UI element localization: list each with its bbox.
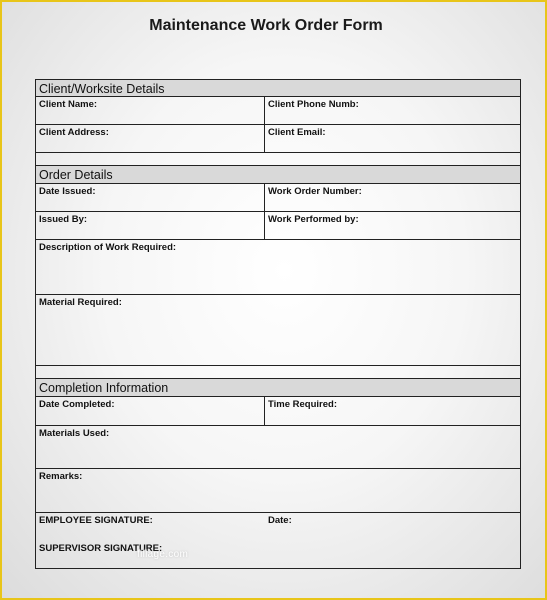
client-address-field[interactable]: Client Address:	[36, 125, 265, 152]
section-header-completion: Completion Information	[36, 379, 520, 397]
issued-by-field[interactable]: Issued By:	[36, 212, 265, 239]
section-spacer	[36, 153, 520, 166]
section-header-client: Client/Worksite Details	[36, 79, 520, 97]
remarks-field[interactable]: Remarks:	[39, 471, 83, 482]
section-spacer	[36, 366, 520, 379]
work-performed-by-field[interactable]: Work Performed by:	[268, 214, 359, 225]
section-header-order: Order Details	[36, 166, 520, 184]
work-order-form	[35, 79, 521, 569]
signature-date-field[interactable]: Date:	[268, 515, 292, 526]
date-issued-field[interactable]: Date Issued:	[36, 184, 265, 211]
supervisor-signature-field[interactable]: SUPERVISOR SIGNATURE:	[39, 543, 163, 554]
date-completed-field[interactable]: Date Completed:	[36, 397, 265, 425]
materials-used-row	[36, 426, 520, 469]
description-row	[36, 240, 520, 295]
client-phone-field[interactable]: Client Phone Numb:	[268, 99, 359, 110]
order-row-2	[36, 212, 520, 240]
materials-used-field[interactable]: Materials Used:	[39, 428, 110, 439]
client-row-2	[36, 125, 520, 153]
client-email-field[interactable]: Client Email:	[268, 127, 326, 138]
client-row-1	[36, 97, 520, 125]
order-row-1	[36, 184, 520, 212]
client-name-field[interactable]: Client Name:	[36, 97, 265, 124]
time-required-field[interactable]: Time Required:	[268, 399, 337, 410]
work-order-number-field[interactable]: Work Order Number:	[268, 186, 362, 197]
completion-row-1	[36, 397, 520, 426]
description-field[interactable]: Description of Work Required:	[39, 242, 177, 253]
material-required-row	[36, 295, 520, 366]
employee-signature-field[interactable]: EMPLOYEE SIGNATURE:	[39, 515, 153, 526]
remarks-row	[36, 469, 520, 513]
material-required-field[interactable]: Material Required:	[39, 297, 122, 308]
form-title: Maintenance Work Order Form	[149, 17, 383, 34]
watermark: fillage.com	[137, 549, 189, 560]
signature-row	[36, 513, 520, 569]
